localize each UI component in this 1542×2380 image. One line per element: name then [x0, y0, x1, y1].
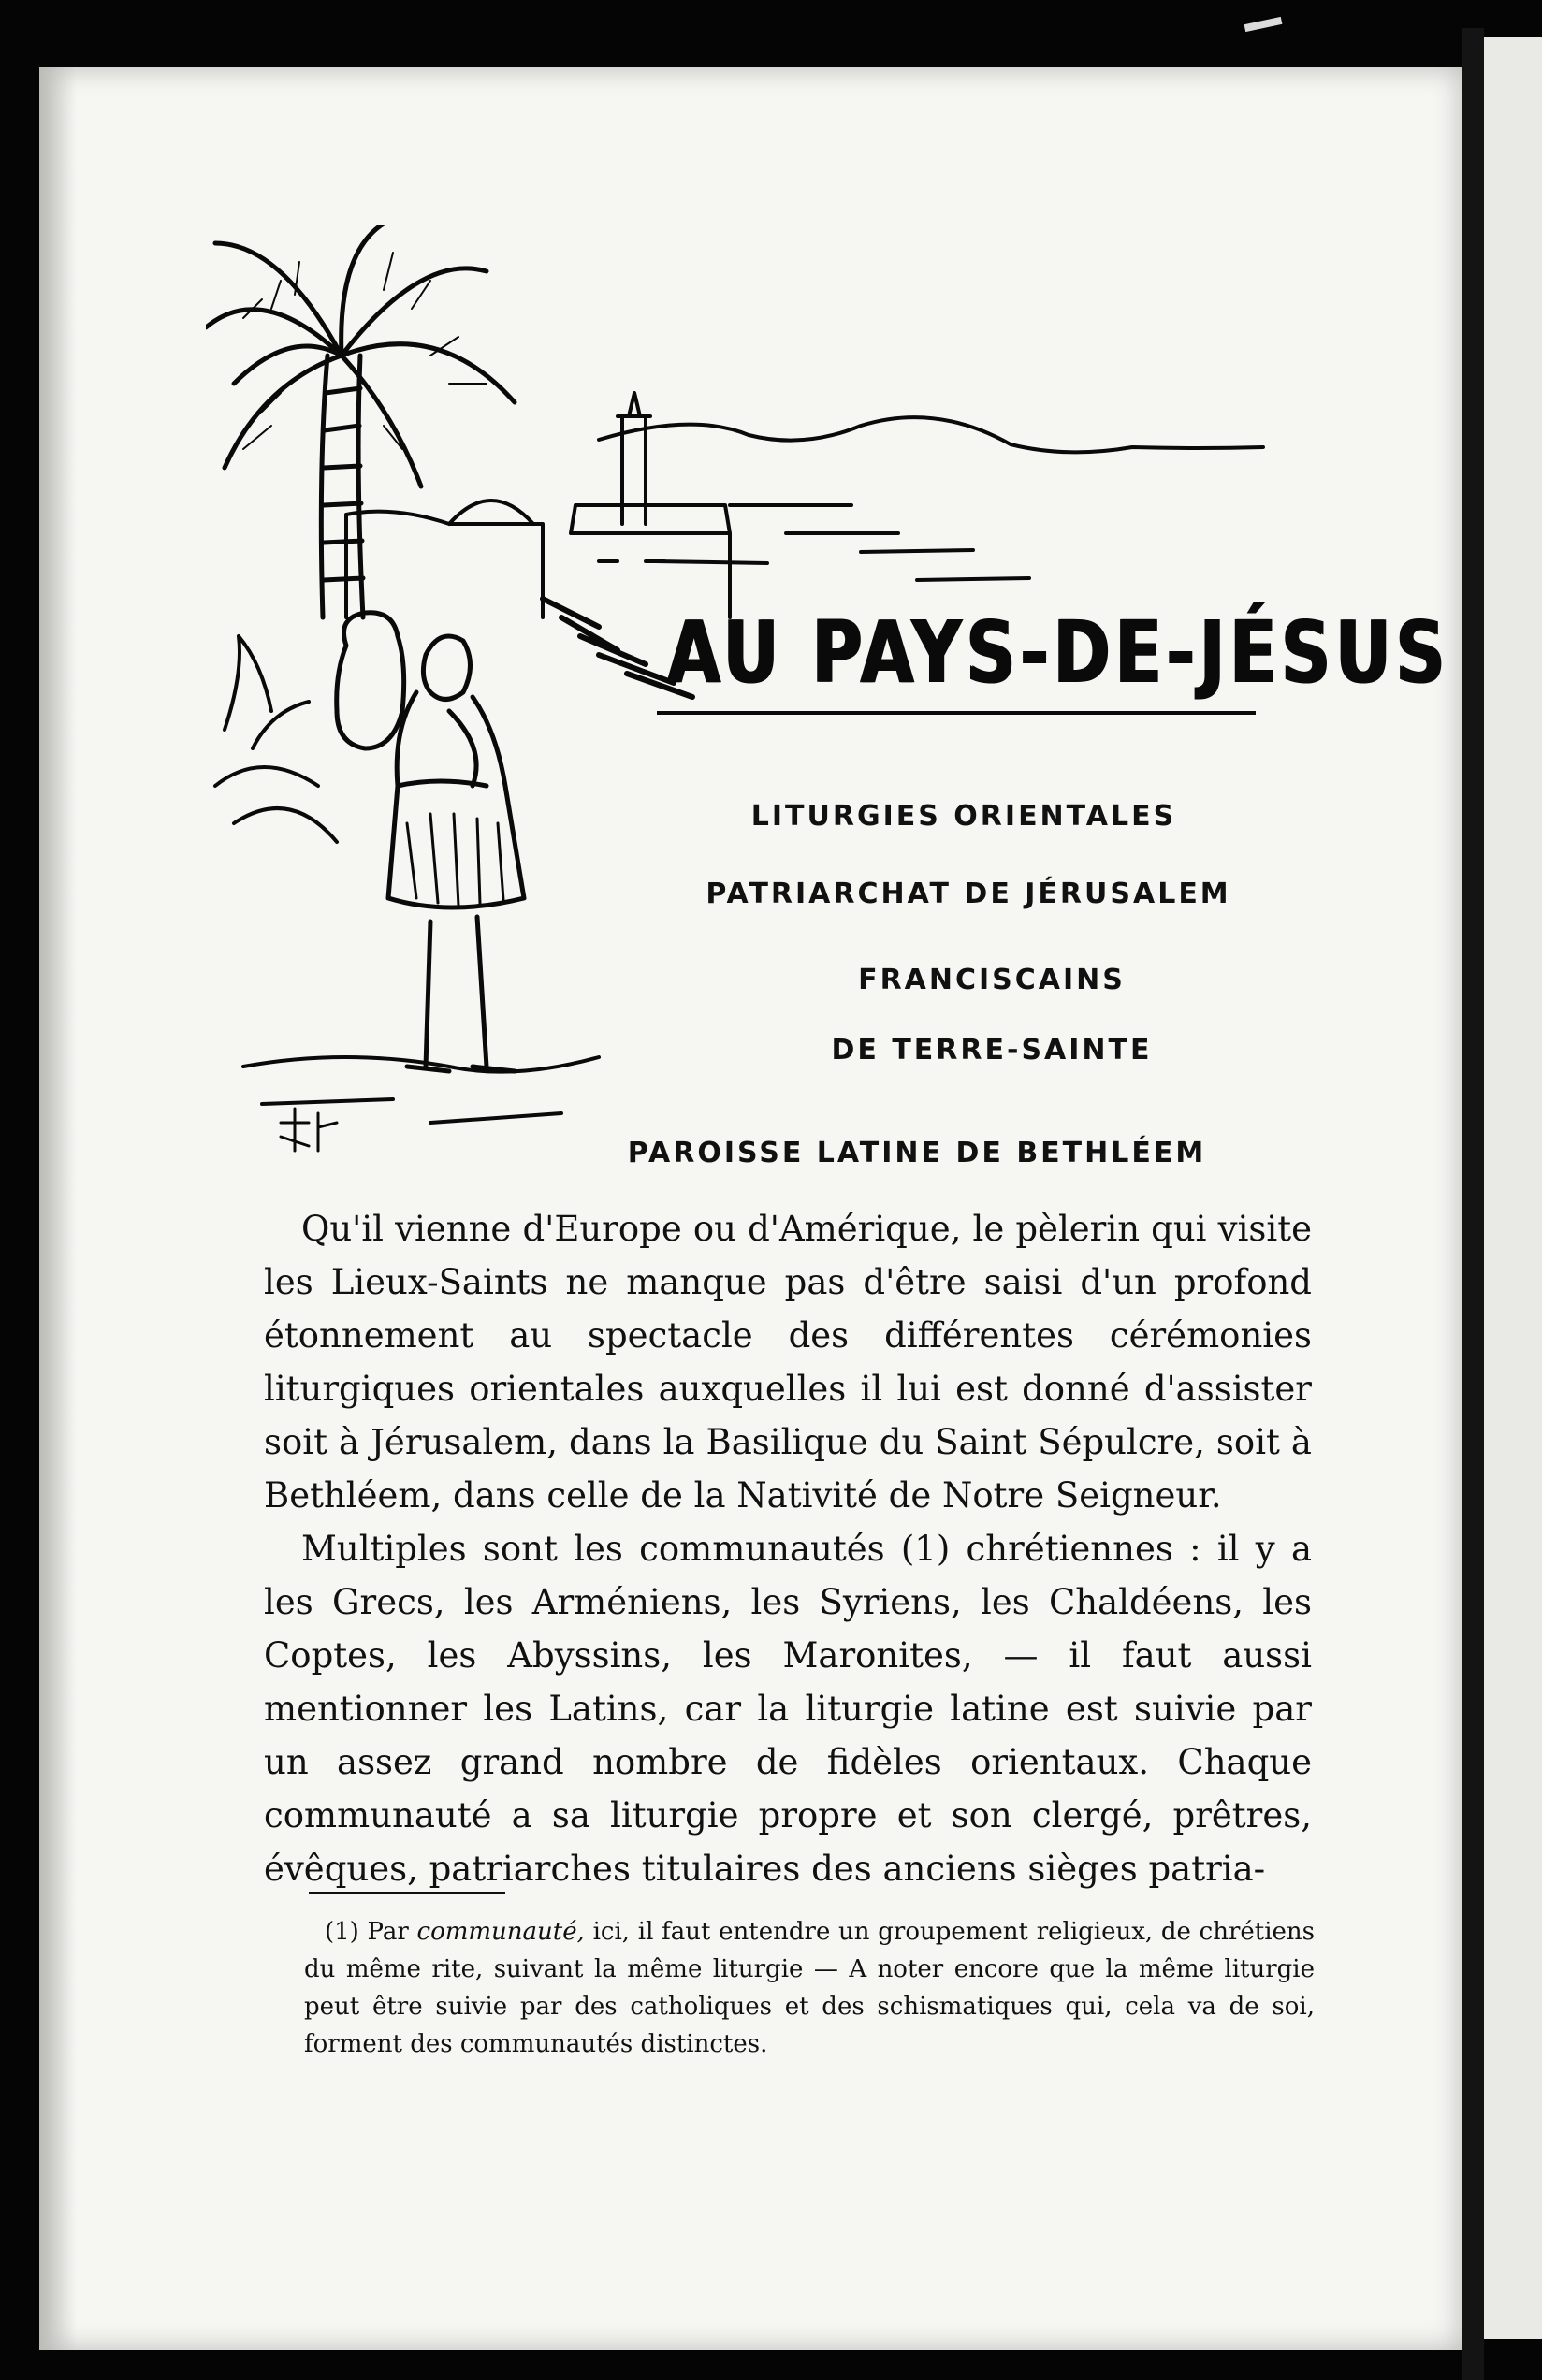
heading-patriarchat: PATRIARCHAT DE JÉRUSALEM — [706, 878, 1231, 910]
footnote-rule — [309, 1892, 505, 1894]
title-underline — [657, 711, 1256, 720]
heading-liturgies: LITURGIES ORIENTALES — [750, 800, 1177, 833]
artist-monogram — [281, 1109, 337, 1151]
water-lines — [655, 505, 1029, 580]
illustration-title: AU PAYS-DE-JÉSUS — [666, 602, 1449, 703]
page-gutter-shadow — [39, 67, 77, 2350]
plants — [215, 636, 337, 842]
facing-page-edge — [1484, 37, 1542, 2339]
heading-terre-sainte: DE TERRE-SAINTE — [831, 1034, 1153, 1067]
heading-paroisse: PAROISSE LATINE DE BETHLÉEM — [627, 1137, 1207, 1169]
heading-franciscains: FRANCISCAINS — [858, 964, 1126, 996]
footnote-emphasis: communauté, — [416, 1918, 585, 1946]
body-text — [264, 1202, 1312, 1895]
footnote-marker: (1) Par — [325, 1918, 409, 1946]
water-jar — [337, 613, 404, 748]
page-edge — [1462, 28, 1484, 2380]
paragraph-2: Multiples sont les communautés (1) chrétiennes : il y a les Grecs, les Arméniens, les Syriens, les Chaldéens, les Coptes, les Abyssins, les Maronites, — il faut aussi mentionner les Latins, car la liturgie latine est suivie par un assez grand nombre de fidèles orientaux. Chaque communauté a sa liturgie propre et son clergé, prêtres, évêques, patriarches titulaires des anciens sièges patria- — [264, 1529, 1312, 1889]
mountains — [599, 417, 1263, 452]
footnote-text: ici, il faut entendre un groupement religieux, de chrétiens du même rite, suivant la même liturgie — A noter encore que la même liturgie peut être suivie par des catholiques et des schismatiques qui, cela va de soi, forment des communautés distinctes. — [304, 1918, 1315, 2058]
palm-trunk — [321, 356, 363, 617]
paragraph-1: Qu'il vienne d'Europe ou d'Amérique, le pèlerin qui visite les Lieux-Saints ne manque pas d'être saisi d'un profond étonnement au spectacle des différentes cérémonies liturgiques orientales auxquelles il lui est donné d'assister soit à Jérusalem, dans la Basilique du Saint Sépulcre, soit à Bethléem, dans celle de la Nativité de Notre Seigneur. — [264, 1209, 1312, 1516]
footnote — [304, 1913, 1315, 2063]
